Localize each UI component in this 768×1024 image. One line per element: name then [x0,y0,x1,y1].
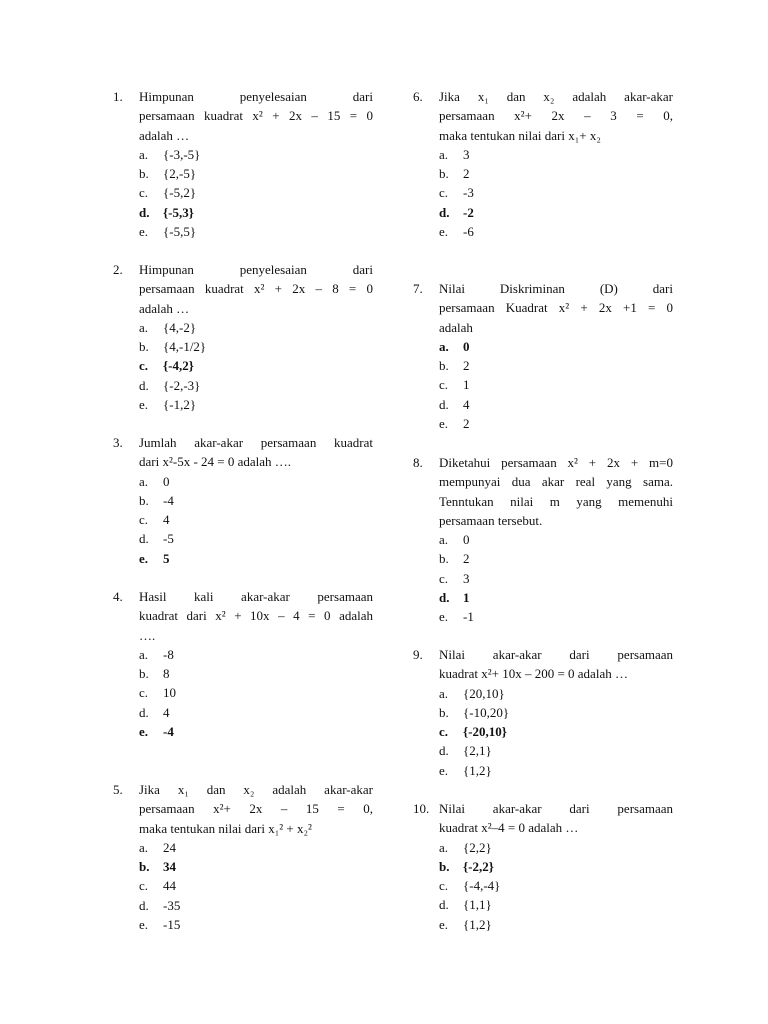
answer-option [139,395,373,414]
answer-option [139,683,373,702]
option-letter: c. [139,512,149,528]
option-text: 3 [463,146,470,162]
option-text: 1 [463,377,470,393]
question-text-line: persamaan x²+ 2x – 15 = 0, [139,801,373,817]
option-text: 5 [163,550,170,566]
question-text [139,587,373,645]
option-text: {2,2} [463,839,492,855]
option-text: -35 [163,897,181,913]
question-text-line: kuadrat x²+ 10x – 200 = 0 adalah … [439,666,628,682]
question-text-line: Jika x₁ dan x₂ adalah akar-akar [139,782,373,797]
answer-option [439,876,673,895]
option-letter: c. [439,878,449,894]
option-letter: a. [139,646,149,662]
question-number: 2. [113,262,123,277]
answer-option [439,414,673,433]
option-letter: b. [139,166,149,182]
question-number: 5. [113,782,123,797]
answer-option [139,876,373,895]
answer-option-correct [139,203,373,222]
option-text: {4,-2} [163,319,197,335]
question-text [139,433,373,472]
option-letter: c. [139,358,149,374]
option-letter: c. [439,570,449,586]
option-letter: d. [139,531,149,547]
option-letter: b. [139,859,150,875]
answer-option-correct [139,722,373,741]
option-letter: b. [139,666,149,682]
question-number: 1. [113,89,123,104]
answer-option [439,703,673,722]
answer-options [113,472,373,568]
option-text: {-10,20} [463,704,510,720]
answer-option [439,183,673,202]
question-text-line: maka tentukan nilai dari x₁² + x₂² [139,820,312,836]
option-text: {-5,2} [163,185,197,201]
question-text-line: adalah [439,319,473,335]
answer-option-correct [139,549,373,568]
question-text-line: …. [139,627,156,643]
answer-option [139,376,373,395]
answer-option [439,684,673,703]
answer-options [113,318,373,414]
question-text-line: Hasil kali akar-akar persamaan [139,589,373,604]
option-letter: e. [439,224,449,240]
question-stem [113,260,373,318]
option-letter: d. [439,590,450,606]
question-stem [113,587,373,645]
answer-options [113,645,373,741]
question-stem [413,279,673,337]
option-text: {-4,2} [163,358,194,374]
option-text: {-5,5} [163,224,197,240]
question-text [439,799,673,838]
answer-option [439,375,673,394]
option-letter: c. [139,685,149,701]
option-text: 24 [163,839,176,855]
question-8 [413,453,673,627]
option-letter: b. [139,492,149,508]
option-text: -6 [463,224,474,240]
option-letter: e. [439,416,449,432]
option-letter: a. [139,839,149,855]
answer-option [139,472,373,491]
option-letter: c. [439,377,449,393]
option-text: 10 [163,685,176,701]
answer-option [139,703,373,722]
option-text: {2,-5} [163,166,197,182]
option-text: {1,2} [463,916,492,932]
option-text: {-20,10} [463,724,507,740]
question-text-line: Himpunan penyelesaian dari [139,262,373,277]
option-letter: b. [439,551,449,567]
option-letter: b. [439,358,449,374]
question-text [439,453,673,530]
option-text: {-2,2} [463,858,494,874]
answer-options [113,838,373,934]
option-text: 4 [163,512,170,528]
option-letter: d. [439,396,449,412]
option-text: -5 [163,531,174,547]
option-text: {-3,-5} [163,146,201,162]
answer-option [139,491,373,510]
question-number: 8. [413,455,423,470]
answer-option [439,164,673,183]
answer-options [413,684,673,780]
question-text [439,87,673,145]
option-text: 2 [463,358,470,374]
option-letter: a. [439,839,449,855]
option-letter: c. [439,185,449,201]
question-text-line: persamaan x²+ 2x – 3 = 0, [439,108,673,124]
option-letter: e. [139,917,149,933]
option-text: 2 [463,416,470,432]
question-text-line: Himpunan penyelesaian dari [139,89,373,104]
answer-option-correct [139,356,373,375]
answer-options [413,145,673,241]
answer-option [439,145,673,164]
option-letter: b. [439,166,449,182]
question-text-line: kuadrat dari x² + 10x – 4 = 0 adalah [139,608,373,624]
option-text: 4 [163,704,170,720]
answer-option [439,741,673,760]
question-text-line: mempunyai dua akar real yang sama. [439,474,673,490]
option-text: 0 [163,473,170,489]
question-text-line: Nilai akar-akar dari persamaan [439,801,673,816]
option-letter: e. [139,550,149,566]
question-text-line: kuadrat x²–4 = 0 adalah … [439,820,579,836]
option-text: {4,-1/2} [163,339,207,355]
question-6 [413,87,673,241]
answer-option [139,183,373,202]
option-letter: d. [439,204,450,220]
question-text-line: adalah … [139,127,190,143]
answer-option [139,337,373,356]
option-letter: c. [439,724,449,740]
option-text: {20,10} [463,685,505,701]
option-text: 0 [463,532,470,548]
question-number: 9. [413,647,423,662]
option-letter: e. [439,762,449,778]
answer-option-correct [439,857,673,876]
question-text [439,645,673,684]
answer-option [139,664,373,683]
question-text-line: Tenntukan nilai m yang memenuhi [439,493,673,509]
option-text: 34 [163,859,176,875]
answer-option [439,356,673,375]
question-stem [413,645,673,684]
question-4 [113,587,373,741]
option-text: {1,1} [463,897,492,913]
question-text [139,780,373,838]
question-text-line: Nilai akar-akar dari persamaan [439,647,673,662]
answer-option [139,645,373,664]
option-letter: d. [139,704,149,720]
option-text: 3 [463,570,470,586]
answer-options [413,530,673,626]
question-stem [113,87,373,145]
option-text: -4 [163,492,174,508]
option-text: -4 [163,724,174,740]
answer-option [139,838,373,857]
question-number: 7. [413,281,423,296]
option-letter: c. [139,878,149,894]
answer-option [139,510,373,529]
option-letter: d. [139,204,150,220]
question-stem [413,453,673,530]
option-letter: d. [439,897,449,913]
answer-option [139,318,373,337]
answer-options [113,145,373,241]
question-5 [113,780,373,934]
answer-option [439,530,673,549]
answer-option [439,761,673,780]
option-text: 1 [463,590,470,606]
question-number: 3. [113,435,123,450]
question-text [139,87,373,145]
answer-option [139,164,373,183]
question-text-line: Nilai Diskriminan (D) dari [439,281,673,296]
answer-option [139,145,373,164]
option-letter: a. [439,338,449,354]
option-letter: a. [439,685,449,701]
option-text: 2 [463,551,470,567]
question-text-line: maka tentukan nilai dari x₁+ x₂ [439,127,601,143]
option-letter: d. [439,743,449,759]
option-text: {-5,3} [163,204,194,220]
option-text: -8 [163,646,174,662]
question-text-line: dari x²-5x - 24 = 0 adalah …. [139,454,292,470]
option-text: 2 [463,166,470,182]
answer-option [439,607,673,626]
answer-option [139,896,373,915]
question-stem [413,87,673,145]
answer-option-correct [139,857,373,876]
question-1 [113,87,373,241]
answer-option-correct [439,588,673,607]
question-text-line: Jumlah akar-akar persamaan kuadrat [139,435,373,450]
option-letter: d. [139,897,149,913]
option-text: {-4,-4} [463,878,501,894]
question-stem [113,433,373,472]
question-3 [113,433,373,568]
option-letter: b. [139,339,149,355]
option-letter: a. [139,319,149,335]
option-text: {1,2} [463,762,492,778]
option-text: {-2,-3} [163,377,201,393]
question-number: 6. [413,89,423,104]
option-letter: a. [139,473,149,489]
question-7 [413,279,673,433]
answer-option [439,395,673,414]
answer-option [439,838,673,857]
question-10 [413,799,673,934]
option-text: -1 [463,609,474,625]
option-letter: a. [439,532,449,548]
question-text [139,260,373,318]
question-number: 4. [113,589,123,604]
option-text: {-1,2} [163,397,197,413]
option-text: -15 [163,917,181,933]
question-2 [113,260,373,414]
question-text-line: persamaan Kuadrat x² + 2x +1 = 0 [439,300,673,316]
answer-option [439,895,673,914]
option-text: 44 [163,878,176,894]
answer-option [439,549,673,568]
answer-option [139,915,373,934]
option-letter: e. [439,916,449,932]
answer-option-correct [439,203,673,222]
option-letter: e. [139,397,149,413]
question-9 [413,645,673,780]
question-text-line: Jika x₁ dan x₂ adalah akar-akar [439,89,673,104]
option-text: {2,1} [463,743,492,759]
answer-options [413,838,673,934]
answer-option [439,915,673,934]
question-text-line: persamaan tersebut. [439,512,543,528]
question-text [439,279,673,337]
option-letter: c. [139,185,149,201]
option-letter: a. [439,146,449,162]
answer-option [439,569,673,588]
question-number: 10. [413,801,430,816]
answer-option-correct [439,337,673,356]
question-text-line: adalah … [139,300,190,316]
answer-option [139,529,373,548]
question-text-line: Diketahui persamaan x² + 2x + m=0 [439,455,673,470]
option-letter: b. [439,704,449,720]
option-text: 0 [463,338,470,354]
option-text: 4 [463,396,470,412]
option-letter: e. [139,724,149,740]
option-letter: a. [139,146,149,162]
question-stem [113,780,373,838]
option-text: -2 [463,204,474,220]
question-stem [413,799,673,838]
option-text: 8 [163,666,170,682]
answer-option-correct [439,722,673,741]
option-letter: b. [439,858,450,874]
option-letter: e. [439,609,449,625]
answer-option [139,222,373,241]
option-letter: d. [139,377,149,393]
answer-options [413,337,673,433]
option-letter: e. [139,224,149,240]
answer-option [439,222,673,241]
option-text: -3 [463,185,474,201]
question-text-line: persamaan kuadrat x² + 2x – 8 = 0 [139,281,373,297]
question-text-line: persamaan kuadrat x² + 2x – 15 = 0 [139,108,373,124]
